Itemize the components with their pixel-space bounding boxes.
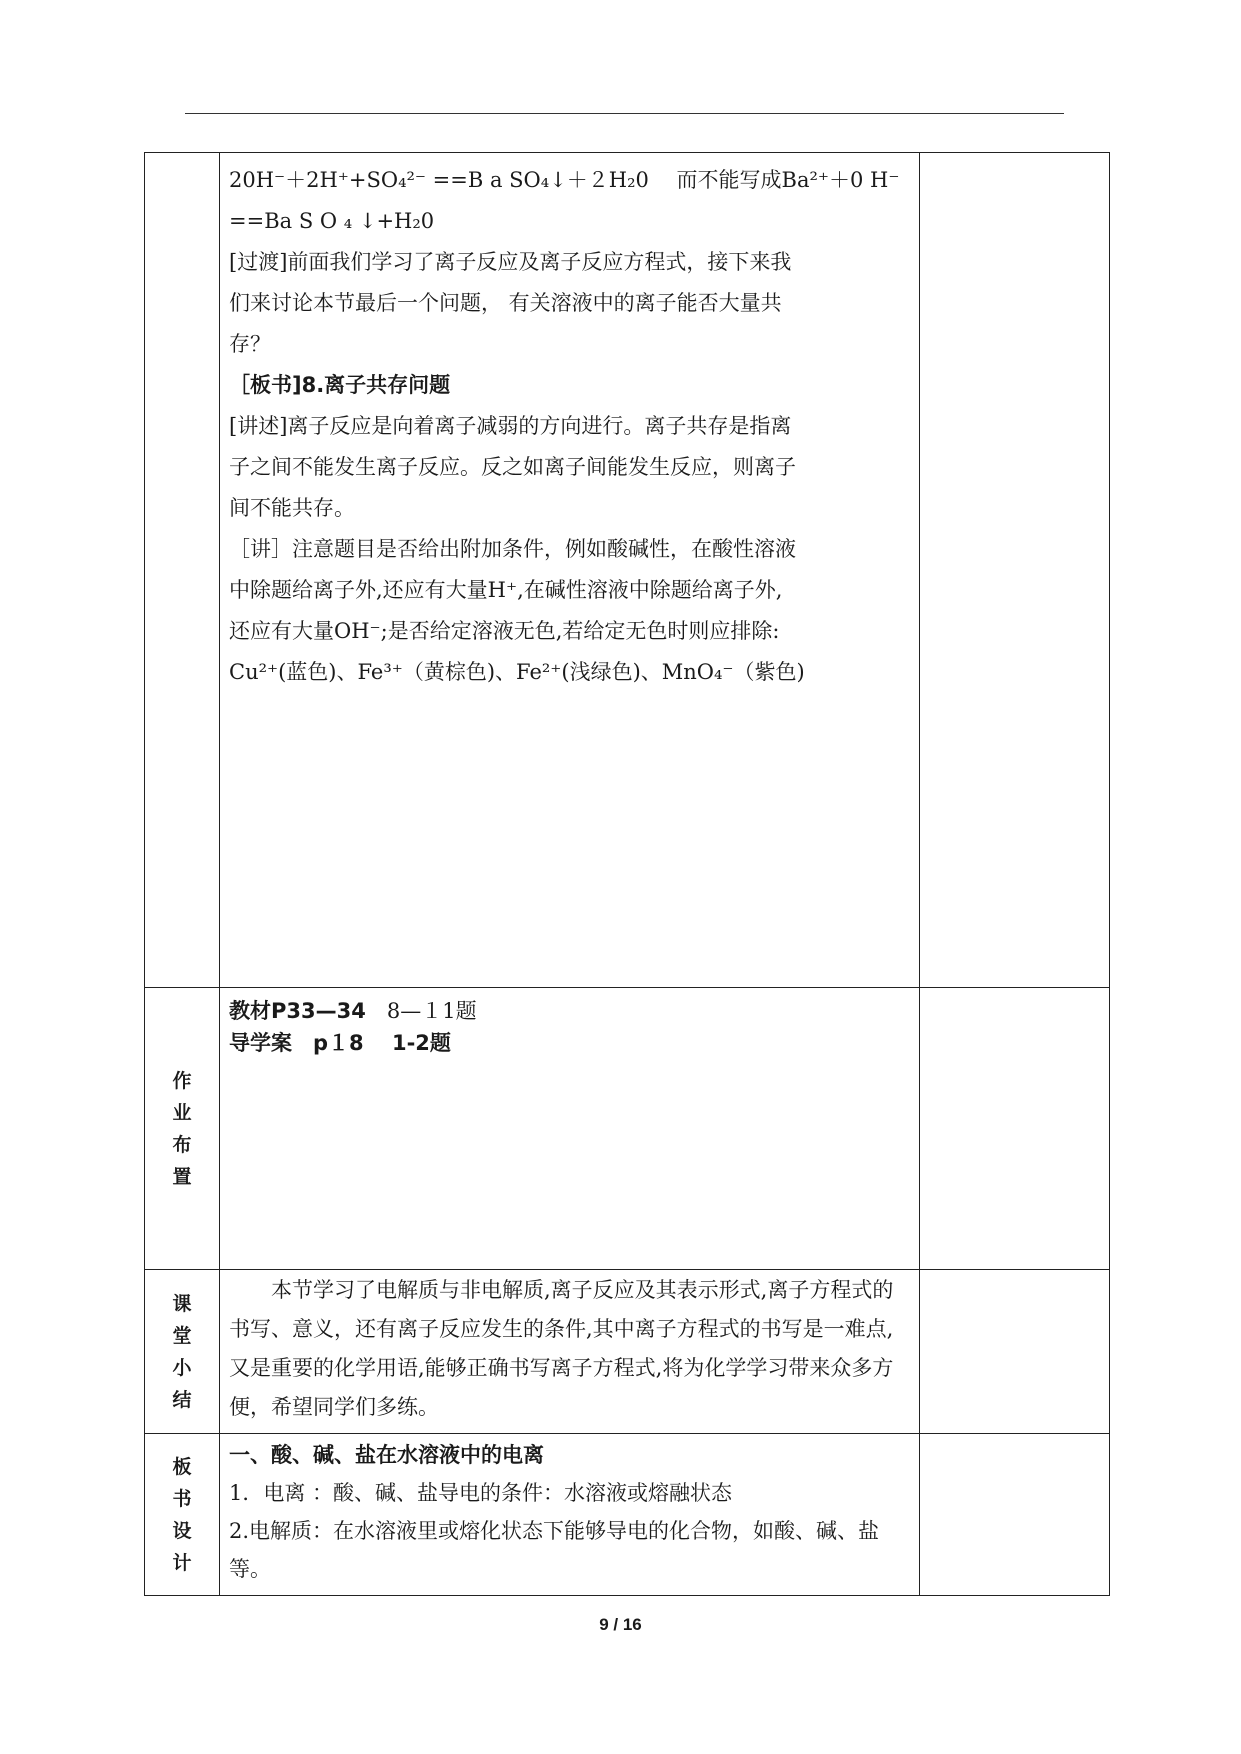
homework-textbook: 教材P33—34 — [229, 999, 366, 1023]
lecture-line-6: 还应有大量OH⁻;是否给定溶液无色,若给定无色时则应排除: — [229, 619, 780, 643]
summary-notes-cell — [920, 1270, 1110, 1434]
lecture-line-2: 子之间不能发生离子反应。反之如离子间能发生反应，则离子 — [229, 455, 796, 479]
board-heading: ［板书]8.离子共存问题 — [229, 373, 451, 397]
lecture-line-3: 间不能共存。 — [229, 496, 355, 520]
homework-textbook-range: 8—１1题 — [365, 999, 477, 1023]
homework-line-2: 导学案 p１8 1-2题 — [229, 1031, 451, 1055]
equation-line-2: ==Ba S O ₄ ↓+H₂0 — [229, 209, 435, 233]
row-label-cell — [145, 153, 220, 988]
board-content-cell — [220, 1434, 920, 1596]
lecture-line-1: [讲述]离子反应是向着离子减弱的方向进行。离子共存是指离 — [229, 414, 792, 438]
board-line-2: 2.电解质：在水溶液里或熔化状态下能够导电的化合物，如酸、碱、盐等。 — [229, 1519, 880, 1581]
summary-label: 课堂小结 — [172, 1292, 192, 1411]
transition-line-3: 存？ — [229, 332, 271, 356]
notes-cell — [920, 153, 1110, 988]
summary-content-cell — [220, 1270, 920, 1434]
teaching-content-cell — [220, 153, 920, 988]
homework-label-cell — [145, 988, 220, 1270]
homework-notes-cell — [920, 988, 1110, 1270]
equation-line-1: 20H⁻＋2H⁺+SO₄²⁻ ==B a SO₄↓＋２H₂0 而不能写成Ba²⁺＋0 H⁻ — [229, 168, 900, 192]
teaching-process-row — [145, 153, 1110, 988]
lecture-line-5: 中除题给离子外,还应有大量H⁺,在碱性溶液中除题给离子外, — [229, 578, 783, 602]
header-rule — [185, 113, 1064, 114]
page-number: 9 / 16 — [599, 1615, 642, 1634]
homework-label: 作业布置 — [172, 1069, 192, 1188]
summary-text: 本节学习了电解质与非电解质,离子反应及其表示形式,离子方程式的书写、意义，还有离子反应发生的条件,其中离子方程式的书写是一难点,又是重要的化学用语,能够正确书写离子方程式,将为化学学习带来众多方便，希望同学们多练。 — [229, 1278, 894, 1419]
board-label-cell — [145, 1434, 220, 1596]
lecture-line-4: ［讲］注意题目是否给出附加条件，例如酸碱性，在酸性溶液 — [229, 537, 796, 561]
transition-line-2: 们来讨论本节最后一个问题， 有关溶液中的离子能否大量共 — [229, 291, 782, 315]
homework-line-1 — [229, 995, 909, 1027]
board-design-row — [145, 1434, 1110, 1596]
board-line-1: 1．电离 ：酸、碱、盐导电的条件：水溶液或熔融状态 — [229, 1481, 733, 1505]
transition-line-1: [过渡]前面我们学习了离子反应及离子反应方程式，接下来我 — [229, 250, 792, 274]
board-notes-cell — [920, 1434, 1110, 1596]
lesson-plan-table — [144, 152, 1110, 1596]
summary-row — [145, 1270, 1110, 1434]
board-label: 板书设计 — [172, 1455, 192, 1574]
homework-content-cell — [220, 988, 920, 1270]
summary-label-cell — [145, 1270, 220, 1434]
lecture-line-7: Cu²⁺(蓝色)、Fe³⁺（黄棕色)、Fe²⁺(浅绿色)、MnO₄⁻（紫色) — [229, 660, 805, 684]
homework-row — [145, 988, 1110, 1270]
board-design-heading: 一、酸、碱、盐在水溶液中的电离 — [229, 1443, 544, 1467]
